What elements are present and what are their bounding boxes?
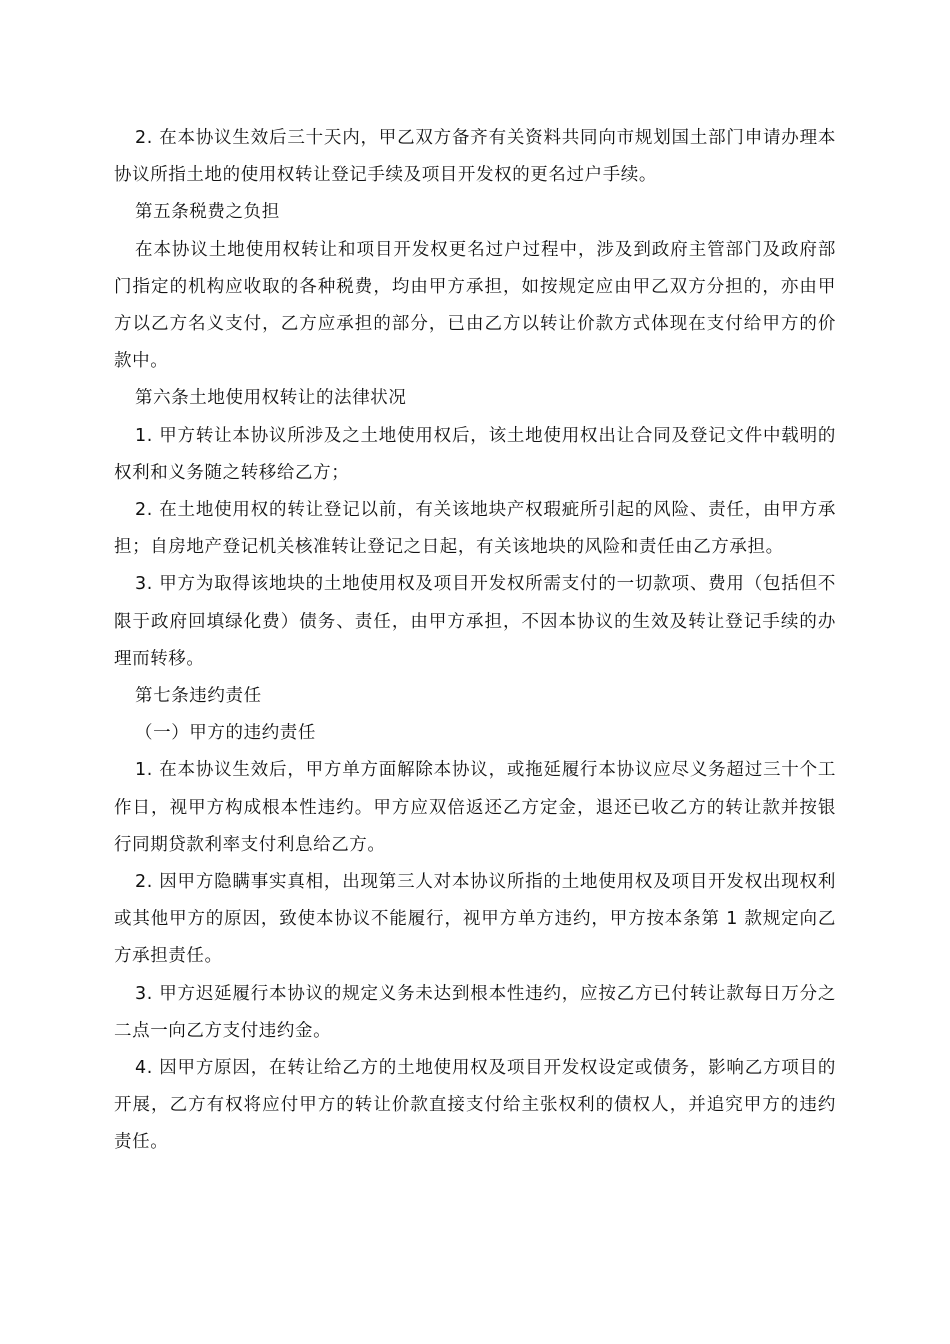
article-heading: 第六条土地使用权转让的法律状况 [135,388,407,409]
clause-paragraph: 4. 因甲方原因，在转让给乙方的土地使用权及项目开发权设定或债务，影响乙方项目的开展，乙方有权将应付甲方的转让价款直接支付给主张权利的债权人，并追究甲方的违约责任。 [114,1058,836,1153]
document-body [114,120,836,1162]
clause-paragraph: 3. 甲方为取得该地块的土地使用权及项目开发权所需支付的一切款项、费用（包括但不限于政府回填绿化费）债务、责任，由甲方承担，不因本协议的生效及转让登记手续的办理而转移。 [114,574,836,669]
clause-paragraph: 2. 在本协议生效后三十天内，甲乙双方备齐有关资料共同向市规划国土部门申请办理本协议所指土地的使用权转让登记手续及项目开发权的更名过户手续。 [114,128,836,186]
clause-paragraph: 在本协议土地使用权转让和项目开发权更名过户过程中，涉及到政府主管部门及政府部门指定的机构应收取的各种税费，均由甲方承担，如按规定应由甲乙双方分担的，亦由甲方以乙方名义支付，乙方应承担的部分，已由乙方以转让价款方式体现在支付给甲方的价款中。 [114,239,836,372]
clause-paragraph: 1. 甲方转让本协议所涉及之土地使用权后，该土地使用权出让合同及登记文件中载明的权利和义务随之转移给乙方； [114,425,836,483]
article-heading: 第七条违约责任 [135,686,262,707]
clause-paragraph: 3. 甲方迟延履行本协议的规定义务未达到根本性违约，应按乙方已付转让款每日万分之二点一向乙方支付违约金。 [114,983,836,1041]
section-subheading: （一）甲方的违约责任 [135,723,316,744]
clause-paragraph: 1. 在本协议生效后，甲方单方面解除本协议，或拖延履行本协议应尽义务超过三十个工作日，视甲方构成根本性违约。甲方应双倍返还乙方定金，退还已收乙方的转让款并按银行同期贷款利率支付利息给乙方。 [114,760,836,855]
clause-paragraph: 2. 因甲方隐瞒事实真相，出现第三人对本协议所指的土地使用权及项目开发权出现权利或其他甲方的原因，致使本协议不能履行，视甲方单方违约，甲方按本条第 1 款规定向乙方承担责任。 [114,872,836,967]
article-heading: 第五条税费之负担 [135,202,280,223]
clause-paragraph: 2. 在土地使用权的转让登记以前，有关该地块产权瑕疵所引起的风险、责任，由甲方承担；自房地产登记机关核准转让登记之日起，有关该地块的风险和责任由乙方承担。 [114,500,836,558]
